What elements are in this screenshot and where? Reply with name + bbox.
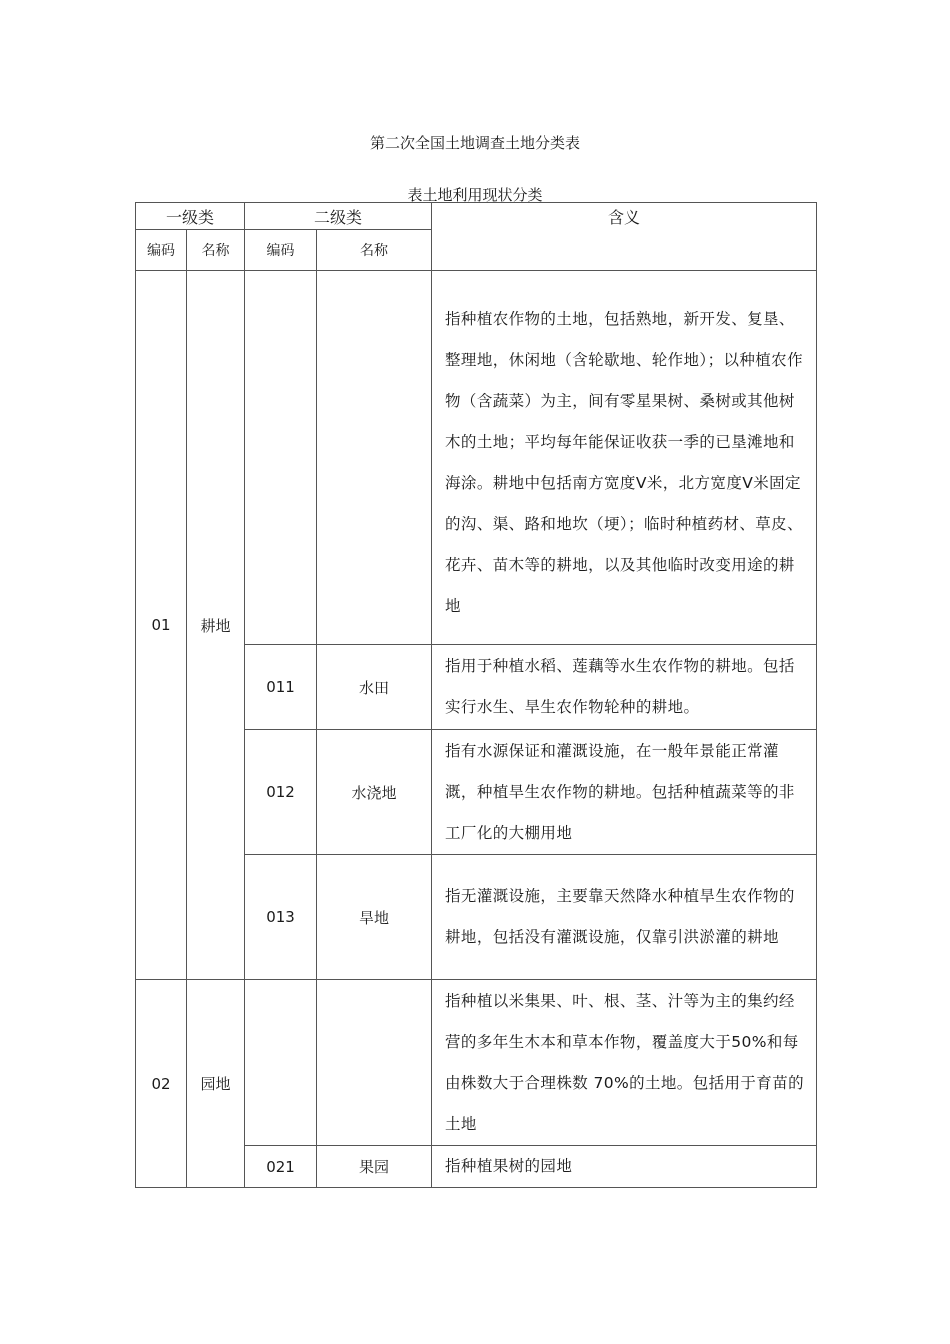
header-level2-code: 编码 <box>245 230 317 271</box>
level2-code-cell <box>245 980 317 1146</box>
meaning-cell: 指种植果树的园地 <box>432 1146 817 1188</box>
level2-name-cell: 果园 <box>317 1146 432 1188</box>
level2-name-cell <box>317 271 432 645</box>
level2-name-cell <box>317 980 432 1146</box>
header-meaning: 含义 <box>432 203 817 271</box>
meaning-cell: 指用于种植水稻、莲藕等水生农作物的耕地。包括实行水生、旱生农作物轮种的耕地。 <box>432 645 817 730</box>
level2-code-cell: 011 <box>245 645 317 730</box>
header-level1: 一级类 <box>136 203 245 230</box>
level2-code-cell: 021 <box>245 1146 317 1188</box>
header-level2: 二级类 <box>245 203 432 230</box>
level2-code-cell: 013 <box>245 855 317 980</box>
meaning-cell: 指种植农作物的土地，包括熟地，新开发、复垦、整理地，休闲地（含轮歇地、轮作地）；以种植农作物（含蔬菜）为主，间有零星果树、桑树或其他树木的土地；平均每年能保证收获一季的已垦滩地和海涂。耕地中包括南方宽度Ⅴ米，北方宽度Ⅴ米固定的沟、渠、路和地坎（埂）；临时种植药材、草皮、花卉、苗木等的耕地，以及其他临时改变用途的耕地 <box>432 271 817 645</box>
level1-code-cell: 02 <box>136 980 187 1188</box>
meaning-cell: 指有水源保证和灌溉设施，在一般年景能正常灌溉，种植旱生农作物的耕地。包括种植蔬菜等的非工厂化的大棚用地 <box>432 730 817 855</box>
level1-name-cell: 园地 <box>187 980 245 1188</box>
level1-code-cell: 01 <box>136 271 187 980</box>
header-level1-code: 编码 <box>136 230 187 271</box>
level2-name-cell: 水田 <box>317 645 432 730</box>
level1-name-cell: 耕地 <box>187 271 245 980</box>
level2-name-cell: 旱地 <box>317 855 432 980</box>
header-level2-name: 名称 <box>317 230 432 271</box>
header-level1-name: 名称 <box>187 230 245 271</box>
document-title: 第二次全国土地调查土地分类表 <box>369 134 580 152</box>
table-title: 表土地利用现状分类 <box>407 186 543 204</box>
level2-name-cell: 水浇地 <box>317 730 432 855</box>
land-classification-table <box>135 202 817 1188</box>
level2-code-cell: 012 <box>245 730 317 855</box>
header-row-1 <box>136 203 817 230</box>
meaning-cell: 指无灌溉设施，主要靠天然降水种植旱生农作物的耕地，包括没有灌溉设施，仅靠引洪淤灌的耕地 <box>432 855 817 980</box>
level2-code-cell <box>245 271 317 645</box>
meaning-cell: 指种植以米集果、叶、根、茎、汁等为主的集约经营的多年生木本和草本作物，覆盖度大于50%和每由株数大于合理株数 70%的土地。包括用于育苗的土地 <box>432 980 817 1146</box>
table-row <box>136 980 817 1146</box>
table-row <box>136 271 817 645</box>
